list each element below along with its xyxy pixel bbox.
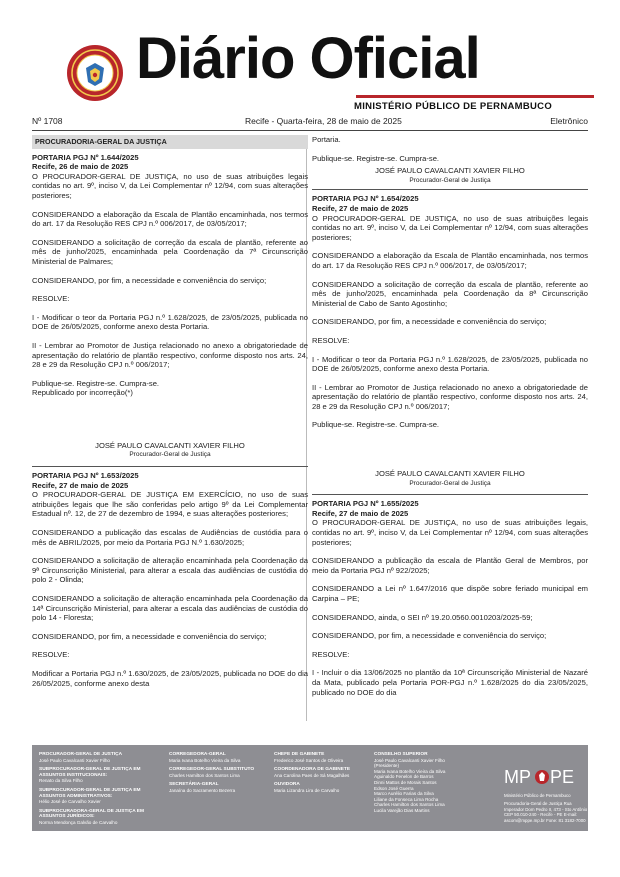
signature-role: Procurador-Geral de Justiça xyxy=(409,479,491,487)
footer-name: Aguinaldo Fenelon de Barros xyxy=(374,774,434,780)
considerando: CONSIDERANDO a publicação das escalas de Audiências de custódia para o mês de ABRIL/2025, por meio da Portaria PGJ N.º 1.630/2025; xyxy=(32,528,308,547)
footer-name: Lucila Varejão Dias Martins xyxy=(374,807,430,813)
address-line: Procuradoria-Geral de Justiça xyxy=(504,801,563,806)
footer-name: Dinni Mattos de Morais Santos xyxy=(374,779,437,785)
publication-note: Publique-se. Registre-se. Cumpra-se. xyxy=(312,420,440,430)
footer-heading: CONSELHO SUPERIOR xyxy=(374,752,428,757)
signature-name: JOSÉ PAULO CAVALCANTI XAVIER FILHO xyxy=(375,166,525,176)
footer-name: Charles Hamilton dos Santos Lima xyxy=(169,772,240,778)
footer-name: Maria Ivana Botelho Vieira da Silva xyxy=(169,757,241,763)
publication-note: Publique-se. Registre-se. Cumpra-se. xyxy=(312,153,440,163)
footer-name: Charles Hamilton dos Santos Lima xyxy=(374,802,445,808)
resolution-item: II - Lembrar ao Promotor de Justiça relacionado no anexo a obrigatoriedade de apresentação do relatório de plantão respectivo, conforme disposto nos arts. 24, 28 e 29 da Resolução CPJ n.º 006/2017; xyxy=(312,382,588,411)
masthead-title: Diário Oficial xyxy=(136,26,480,91)
section-divider xyxy=(312,494,588,495)
section-divider xyxy=(312,189,588,190)
footer-heading: COORDENADORA DE GABINETE xyxy=(274,767,351,773)
footer-panel xyxy=(32,745,588,831)
section-divider xyxy=(32,466,308,467)
mppe-seal-icon xyxy=(66,44,124,102)
considerando: CONSIDERANDO a solicitação de alteração encaminhada pela Coordenação da 14ª Circunscrição Ministerial, para alterar a escala das audiências de custódia do polo 14 - Floresta; xyxy=(32,594,308,623)
footer-name: Ana Carolina Paes de Sá Magalhães xyxy=(274,772,350,778)
footer-heading: SECRETÁRIA-GERAL xyxy=(169,782,219,788)
right-column xyxy=(312,135,588,706)
resolve-label: RESOLVE: xyxy=(312,335,350,345)
portaria-intro: O PROCURADOR-GERAL DE JUSTIÇA, no uso de suas atribuições legais contidas no art. 9º, inciso V, da Lei Complementar nº 12/94, com suas alterações posteriores; xyxy=(32,171,308,200)
resolution-item: Modificar a Portaria PGJ n.º 1.630/2025, de 23/05/2025, publicada no DOE do dia 26/05/2025, conforme anexo desta xyxy=(32,668,308,688)
footer-heading: PROCURADOR-GERAL DE JUSTIÇA xyxy=(39,752,123,757)
footer-heading: CORREGEDORA-GERAL xyxy=(169,752,226,757)
signature-name: JOSÉ PAULO CAVALCANTI XAVIER FILHO xyxy=(375,469,525,479)
footer-name: Edson José Guerra xyxy=(374,785,414,791)
footer-heading: CORREGEDOR-GERAL SUBSTITUTO xyxy=(169,767,255,773)
footer-name: Marco Aurélio Farias da Silva xyxy=(374,791,434,797)
footer-name: José Paulo Cavalcanti Xavier Filho xyxy=(374,757,445,763)
considerando: CONSIDERANDO, ainda, o SEI nº 19.20.0560.0010203/2025-59; xyxy=(312,612,533,622)
footer-name: Maria Ivana Botelho Vieira da Silva xyxy=(374,768,446,774)
address-line: Rua Imperador Dom Pedro II, 473 - Sto Antônio xyxy=(504,801,588,812)
footer-name: José Paulo Cavalcanti Xavier Filho xyxy=(39,757,110,763)
resolution-item: I - Modificar o teor da Portaria PGJ n.º 1.628/2025, de 23/05/2025, publicada no DOE de 26/05/2025, conforme anexo desta Portaria. xyxy=(312,354,588,374)
footer-address xyxy=(504,801,588,823)
footer-name: Maria Lizandra Lira de Carvalho xyxy=(274,787,340,793)
address-line: E-mail: ascom@mppe.mp.br xyxy=(504,812,578,823)
considerando: CONSIDERANDO a solicitação de correção da escala de plantão, referente ao mês de junho/2025, encaminhada pela Coordenação da 7ª Circunscrição Ministerial de Palmares; xyxy=(32,237,308,266)
edition-type: Eletrônico xyxy=(550,116,588,126)
edition-date: Recife - Quarta-feira, 28 de maio de 2025 xyxy=(245,116,402,126)
footer-name: Hélio José de Carvalho Xavier xyxy=(39,799,101,805)
edition-info-bar xyxy=(32,116,588,129)
masthead-subtitle: MINISTÉRIO PÚBLICO DE PERNAMBUCO xyxy=(354,101,553,112)
resolution-item: I - Modificar o teor da Portaria PGJ n.º 1.628/2025, de 23/05/2025, publicada no DOE de 26/05/2025, conforme anexo desta Portaria. xyxy=(32,312,308,332)
portaria-date: Recife, 26 de maio de 2025 xyxy=(32,162,129,172)
portaria-date: Recife, 27 de maio de 2025 xyxy=(312,203,409,213)
considerando: CONSIDERANDO a solicitação de alteração encaminhada pela Coordenação da 9ª Circunscrição Ministerial, para alterar a escala das audiências de custódia do polo 2 - Olinda; xyxy=(32,556,308,585)
mppe-logo-icon xyxy=(504,763,584,793)
considerando: CONSIDERANDO, por fim, a necessidade e conveniência do serviço; xyxy=(312,317,547,327)
footer-name: Janaína do Sacramento Bezerra xyxy=(169,787,236,793)
resolve-label: RESOLVE: xyxy=(32,650,70,660)
signature-role: Procurador-Geral de Justiça xyxy=(129,451,211,459)
resolve-label: RESOLVE: xyxy=(32,294,70,304)
portaria-1655 xyxy=(312,499,588,697)
resolve-label: RESOLVE: xyxy=(312,649,350,659)
portaria-intro: O PROCURADOR-GERAL DE JUSTIÇA, no uso de suas atribuições legais contidas no art. 9º, inciso V, da Lei Complementar nº 12/94, com suas alterações posteriores; xyxy=(312,213,588,242)
portaria-1644 xyxy=(32,153,308,467)
header-rule xyxy=(32,130,588,131)
considerando: CONSIDERANDO, por fim, a necessidade e conveniência do serviço; xyxy=(32,631,267,641)
footer-name: (Presidente) xyxy=(374,763,400,769)
footer-column xyxy=(39,752,159,826)
resolution-item: II - Lembrar ao Promotor de Justiça relacionado no anexo a obrigatoriedade de apresentação do relatório de plantão respectivo, conforme disposto nos arts. 24, 28 e 29 da Resolução CPJ n.º 006/2017; xyxy=(32,340,308,370)
publication-note: Publique-se. Registre-se. Cumpra-se. xyxy=(32,378,160,388)
resolution-item: I - Incluir o dia 13/06/2025 no plantão da 10ª Circunscrição Ministerial de Nazaré da Mata, publicado pela Portaria POR-PGJ n.º 1.628/2025 do dia 23/05/2025, publicado no DOE do dia xyxy=(312,668,588,697)
portaria-title: PORTARIA PGJ Nº 1.653/2025 xyxy=(32,471,139,481)
considerando: CONSIDERANDO, por fim, a necessidade e conveniência do serviço; xyxy=(312,631,547,641)
footer-heading: SUBPROCURADORA-GERAL DE JUSTIÇA EM ASSUNTOS JURÍDICOS: xyxy=(39,808,145,820)
signature-name: JOSÉ PAULO CAVALCANTI XAVIER FILHO xyxy=(95,440,245,450)
edition-number: Nº 1708 xyxy=(32,116,63,126)
footer-name: Frederico José Santos de Oliveira xyxy=(274,757,344,763)
address-line: CEP 50.010-240 - Recife - PE xyxy=(504,812,563,818)
portaria-1654 xyxy=(312,194,588,495)
footer-column xyxy=(169,752,279,794)
footer-heading: OUVIDORA xyxy=(274,782,300,788)
footer-column xyxy=(274,752,374,794)
left-column xyxy=(32,135,308,697)
portaria-intro: O PROCURADOR-GERAL DE JUSTIÇA EM EXERCÍCIO, no uso de suas atribuições legais que lhe são conferidas pelo artigo 9º da Lei Complementar Estadual nº. 12, de 27 de dezembro de 1994, e suas alterações posteriores; xyxy=(32,490,308,519)
footer-name: Norma Mendonça Galvão de Carvalho xyxy=(39,819,118,825)
portaria-1653 xyxy=(32,471,308,688)
footer-heading: SUBPROCURADOR-GERAL DE JUSTIÇA EM ASSUNTOS INSTITUCIONAIS: xyxy=(39,767,141,778)
portaria-intro: O PROCURADOR-GERAL DE JUSTIÇA, no uso de suas atribuições legais, contidas no art. 9º, inciso V, da Lei Complementar nº 12/94, com suas alterações posteriores; xyxy=(312,518,588,547)
considerando: CONSIDERANDO a Lei nº 1.647/2016 que dispõe sobre feriado municipal em Carpina – PE; xyxy=(312,584,588,603)
republication-note: Republicado por incorreção(*) xyxy=(32,388,133,398)
considerando: CONSIDERANDO a publicação da escala de Plantão Geral de Membros, por meio da Portaria PGJ nº 922/2025; xyxy=(312,556,588,575)
footer-logo-subtitle: Ministério Público de Pernambuco xyxy=(504,793,571,798)
continued-text: Portaria. xyxy=(312,135,341,144)
section-heading: PROCURADORIA-GERAL DA JUSTIÇA xyxy=(32,135,308,149)
portaria-title: PORTARIA PGJ Nº 1.655/2025 xyxy=(312,499,419,509)
footer-name: Liliane da Fonseca Lima Rocha xyxy=(374,796,439,802)
portaria-title: PORTARIA PGJ Nº 1.644/2025 xyxy=(32,152,139,162)
footer-heading: CHEFE DE GABINETE xyxy=(274,752,325,757)
svg-text:PE: PE xyxy=(550,767,575,787)
svg-text:MP: MP xyxy=(504,767,531,787)
considerando: CONSIDERANDO, por fim, a necessidade e conveniência do serviço; xyxy=(32,275,267,285)
considerando: CONSIDERANDO a elaboração da Escala de Plantão encaminhada, nos termos do art. 17 da Resolução RES CPJ n.º 006/2017, de 03/05/2017; xyxy=(32,209,308,229)
footer-name: Renato da Silva Filho xyxy=(39,778,83,784)
masthead-red-rule xyxy=(356,95,594,98)
portaria-date: Recife, 27 de maio de 2025 xyxy=(312,508,409,518)
portaria-title: PORTARIA PGJ Nº 1.654/2025 xyxy=(312,194,419,204)
address-line: Fone: 81 3182-7000 xyxy=(546,817,586,823)
considerando: CONSIDERANDO a solicitação de correção da escala de plantão, referente ao mês de junho/2025, encaminhada pela Coordenação da 8ª Circunscrição Ministerial de Cabo de Santo Agostinho; xyxy=(312,279,588,308)
signature-role: Procurador-Geral de Justiça xyxy=(409,176,491,184)
considerando: CONSIDERANDO a elaboração da Escala de Plantão encaminhada, nos termos do art. 17 da Resolução RES CPJ n.º 006/2017, de 03/05/2017; xyxy=(312,251,588,270)
portaria-date: Recife, 27 de maio de 2025 xyxy=(32,480,129,490)
footer-column xyxy=(374,752,484,814)
footer-heading: SUBPROCURADOR-GERAL DE JUSTIÇA EM ASSUNTOS ADMINISTRATIVOS: xyxy=(39,787,141,799)
